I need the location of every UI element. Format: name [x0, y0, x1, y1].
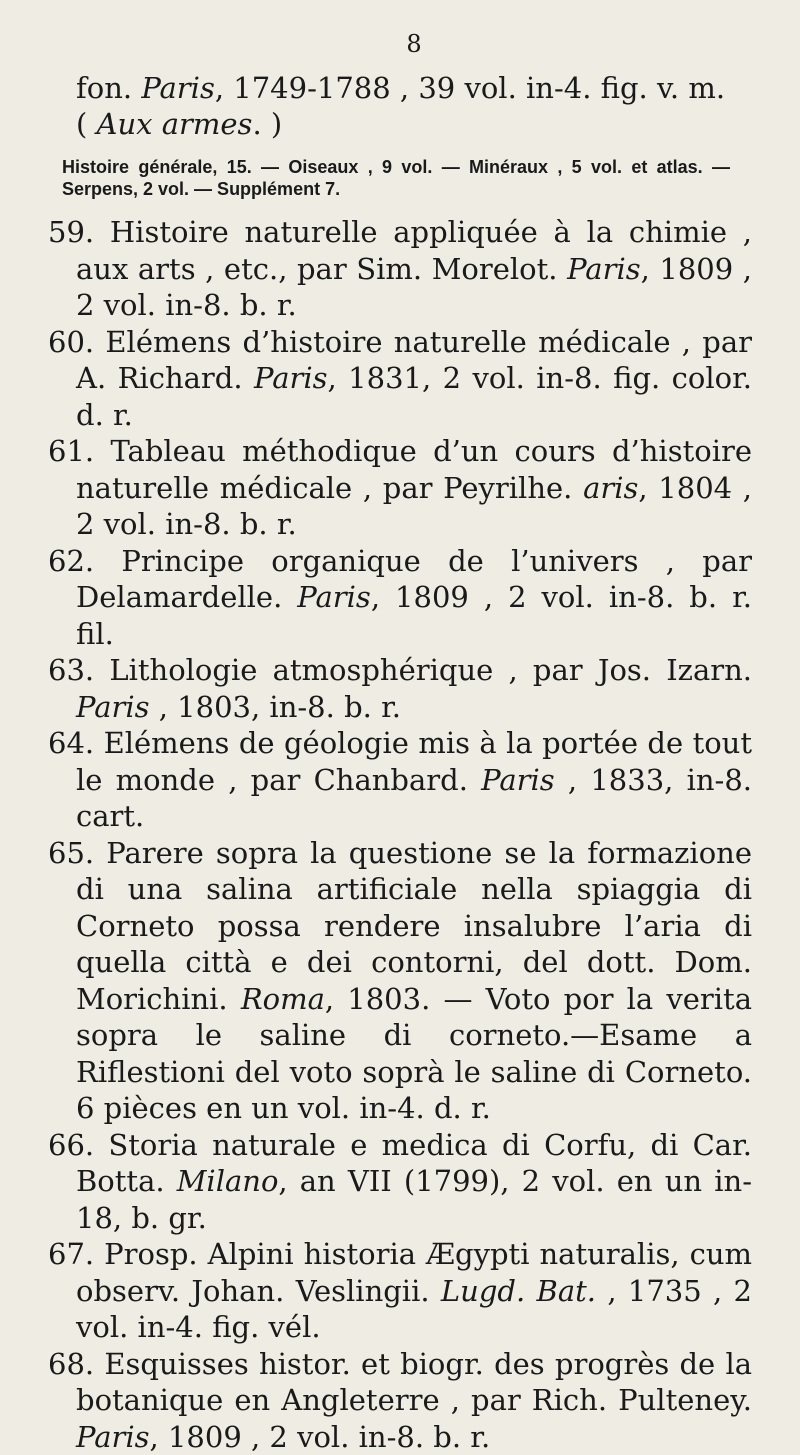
catalogue-entry: 64. Elémens de géologie mis à la portée de tout le monde , par Chanbard. Paris , 1833, in-8. cart. — [48, 725, 752, 835]
catalogue-entry: 68. Esquisses histor. et biogr. des progrès de la botanique en Angleterre , par Rich. Pulteney. Paris, 1809 , 2 vol. in-8. b. r. — [48, 1346, 752, 1455]
catalogue-entries — [48, 214, 760, 1455]
page-number: 8 — [68, 30, 760, 70]
catalogue-entry: 67. Prosp. Alpini historia Ægypti naturalis, cum observ. Johan. Veslingii. Lugd. Bat. , 1735 , 2 vol. in-4. fig. vél. — [48, 1236, 752, 1346]
catalogue-entry: 63. Lithologie atmosphérique , par Jos. Izarn. Paris , 1803, in-8. b. r. — [48, 652, 752, 725]
catalogue-entry: 65. Parere sopra la questione se la formazione di una salina artificiale nella spiaggia di Corneto possa rendere insalubre l’aria di quella città e dei contorni, del dott. Dom. Morichini. Roma, 1803. — Voto por la verita sopra le saline di corneto.—Esame a Riflestioni del voto soprà le saline di Corneto. 6 pièces en un vol. in-4. d. r. — [48, 835, 752, 1127]
catalogue-entry: 62. Principe organique de l’univers , par Delamardelle. Paris, 1809 , 2 vol. in-8. b. r. fil. — [48, 543, 752, 653]
catalogue-entry: 60. Elémens d’histoire naturelle médicale , par A. Richard. Paris, 1831, 2 vol. in-8. fig. color. d. r. — [48, 324, 752, 434]
catalogue-entry: 59. Histoire naturelle appliquée à la chimie , aux arts , etc., par Sim. Morelot. Paris, 1809 , 2 vol. in-8. b. r. — [48, 214, 752, 324]
contents-note: Histoire générale, 15. — Oiseaux , 9 vol. — Minéraux , 5 vol. et atlas. — Serpens, 2 vol. — Supplément 7. — [62, 156, 730, 200]
catalogue-entry: 61. Tableau méthodique d’un cours d’histoire naturelle médicale , par Peyrilhe. aris, 1804 , 2 vol. in-8. b. r. — [48, 433, 752, 543]
continued-entry: fon. Paris, 1749-1788 , 39 vol. in-4. fig. v. m. ( Aux armes. ) — [76, 70, 730, 142]
catalogue-entry: 66. Storia naturale e medica di Corfu, di Car. Botta. Milano, an VII (1799), 2 vol. en un in-18, b. gr. — [48, 1127, 752, 1237]
